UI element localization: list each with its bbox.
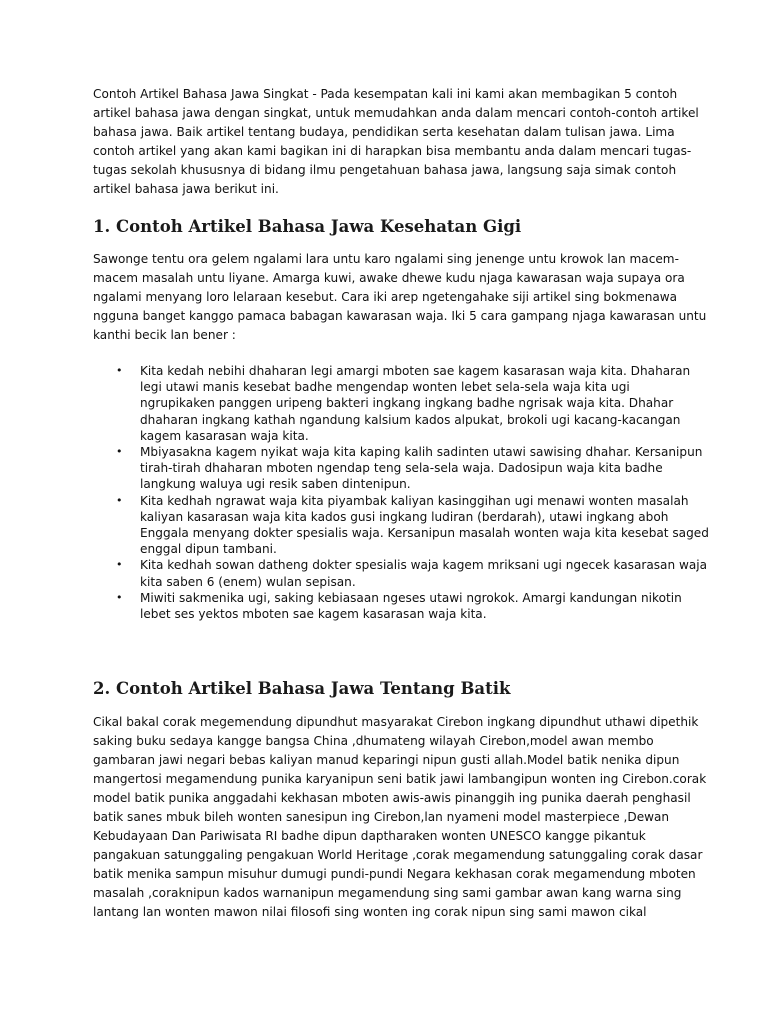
text-line: Cikal bakal corak megemendung dipundhut masyarakat Cirebon ingkang dipundhut uthawi dipethik [93,715,699,729]
text-line: Enggala menyang dokter spesialis waja. Kersanipun masalah wonten waja kita kesebat saged [140,526,709,541]
text-line: batik sanes mbuk bileh wonten sanesipun ing Cirebon,lan nyameni model masterpiece ,Dewan [93,810,670,824]
text-line: dhaharan ingkang kathah ngandung kalsium kados alpukat, brokoli ugi kacang-kacangan [140,412,681,427]
text-line: kanthi becik lan bener : [93,328,236,342]
text-line: artikel bahasa jawa berikut ini. [93,182,279,196]
bullet-icon: • [116,558,123,572]
text-line: Miwiti sakmenika ugi, saking kebiasaan ngeses utawi ngrokok. Amargi kandungan nikotin [140,590,682,605]
list-item [0,363,768,444]
text-line: batik menika sampun misuhur dumugi pundi-pundi Negara kekhasan corak megamendung mboten [93,867,696,881]
text-line: mangertosi megamendung punika karyanipun seni batik jawi lambangipun wonten ing Cirebon.corak [93,772,707,786]
section-2-heading: 2. Contoh Artikel Bahasa Jawa Tentang Batik [93,679,511,698]
text-line: ngguna banget kanggo pamaca babagan kawarasan waja. Iki 5 cara gampang njaga kawarasan untu [93,309,707,323]
bullet-icon: • [116,445,123,459]
text-line: Kita kedhah sowan datheng dokter spesialis waja kagem mriksani ugi ngecek kasarasan waja [140,558,708,573]
text-line: Kita kedah nebihi dhaharan legi amargi mboten sae kagem kasarasan waja kita. Dhaharan [140,364,691,378]
section-2-paragraph [93,713,707,922]
text-line: macem masalah untu liyane. Amarga kuwi, awake dhewe kudu njaga kawarasan waja supaya ora [93,271,685,285]
text-line: legi utawi manis kesebat badhe mengendap wonten lebet sela-sela waja kita ugi [140,380,630,395]
text-line: masalah ,coraknipun kados warnanipun megamendung sing sami gambar awan kang warna sing [93,886,682,900]
text-line: enggal dipun tambani. [140,542,277,557]
text-line: ngrupikaken panggen uripeng bakteri ingkang ingkang badhe ngrisak waja kita. Dhahar [140,396,674,411]
list-item [0,557,768,589]
list-item [0,590,768,622]
text-line: contoh artikel yang akan kami bagikan ini di harapkan bisa membantu anda dalam mencari tugas- [93,144,692,158]
text-line: kaliyan kasarasan waja kita kados gusi ingkang ludiran (berdarah), utawi ingkang aboh [140,509,669,524]
text-line: tirah-tirah dhaharan mboten ngendap teng sela-sela waja. Dadosipun waja kita badhe [140,461,663,476]
section-1-heading: 1. Contoh Artikel Bahasa Jawa Kesehatan Gigi [93,217,522,236]
text-line: lantang lan wonten mawon nilai filosofi sing wonten ing corak nipun sing sami mawon cikal [93,905,647,919]
text-line: Sawonge tentu ora gelem ngalami lara untu karo ngalami sing jenenge untu krowok lan macem- [93,252,679,266]
text-line: ngalami menyang loro lelaraan kesebut. Cara iki arep ngetengahake siji artikel sing bokmenawa [93,290,678,304]
text-line: tugas sekolah khususnya di bidang ilmu pengetahuan bahasa jawa, langsung saja simak contoh [93,163,677,177]
text-line: artikel bahasa jawa dengan singkat, untuk memudahkan anda dalam mencari contoh-contoh artikel [93,106,699,120]
list-item [0,493,768,558]
text-line: Kita kedhah ngrawat waja kita piyambak kaliyan kasinggihan ugi menawi wonten masalah [140,493,689,508]
text-line: Mbiyasakna kagem nyikat waja kita kaping kalih sadinten utawi sawising dhahar. Kersanipun [140,445,703,460]
bullet-list [0,363,768,622]
text-line: gambaran jawi negari bebas kaliyan manud keparingi nipun gusti allah.Model batik nenika dipun [93,753,680,767]
text-line: model batik punika anggadahi kekhasan mboten awis-awis pinanggih ing punika daerah penghasil [93,791,691,805]
text-line: Contoh Artikel Bahasa Jawa Singkat - Pada kesempatan kali ini kami akan membagikan 5 contoh [93,87,678,101]
bullet-icon: • [116,364,123,377]
text-line: langkung waluya ugi resik saben dintenipun. [140,477,411,492]
text-line: pangakuan satunggaling pengakuan World Heritage ,corak megamendung satunggaling corak dasar [93,848,703,862]
text-line: bahasa jawa. Baik artikel tentang budaya, pendidikan serta kesehatan dalam tulisan jawa. Lima [93,125,675,139]
text-line: saking buku sedaya kangge bangsa China ,dhumateng wilayah Cirebon,model awan membo [93,734,654,748]
bullet-icon: • [116,493,123,507]
text-line: kagem kasarasan waja kita. [140,428,309,443]
bullet-icon: • [116,590,123,604]
list-item [0,444,768,493]
section-1-paragraph [93,250,707,345]
intro-paragraph [93,85,699,199]
text-line: kita saben 6 (enem) wulan sepisan. [140,574,356,589]
text-line: lebet ses yektos mboten sae kagem kasarasan waja kita. [140,607,487,622]
text-line: Kebudayaan Dan Pariwisata RI badhe dipun daptharaken wonten UNESCO kangge pikantuk [93,829,646,843]
